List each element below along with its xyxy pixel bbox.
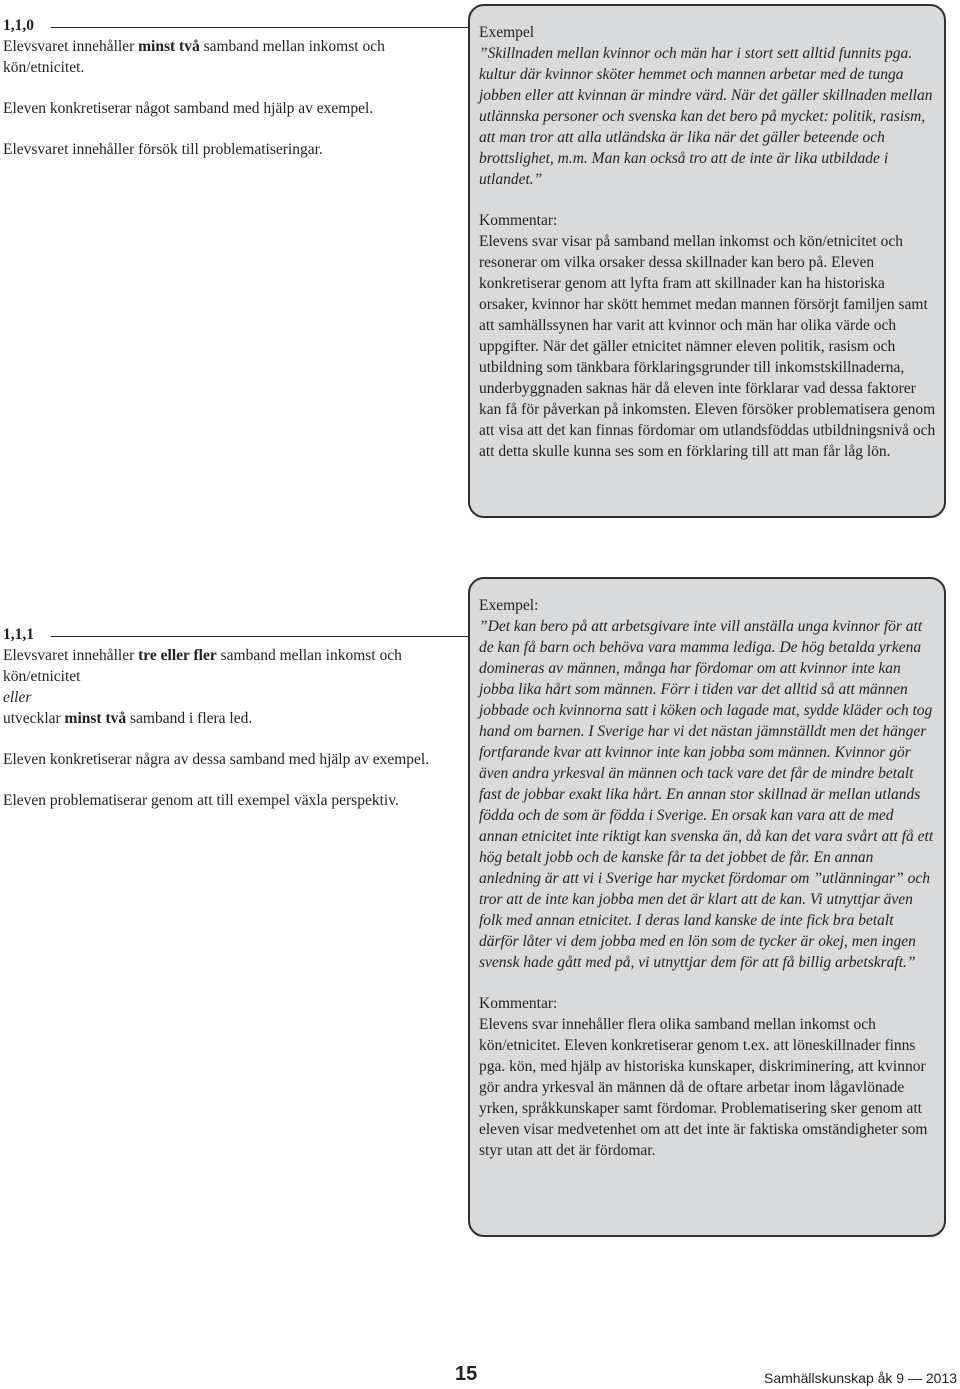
text: Elevsvaret innehåller försök till problematiseringar. (3, 141, 323, 158)
example-box-2 (468, 577, 946, 1237)
text: Elevsvaret innehåller (3, 38, 139, 55)
comment-heading: Kommentar: (479, 212, 558, 229)
criterion-2 (3, 98, 458, 119)
text: Elevsvaret innehåller (3, 647, 139, 664)
text-bold: tre eller fler (138, 647, 217, 664)
criterion-1 (3, 645, 458, 687)
comment-heading: Kommentar: (479, 995, 558, 1012)
text-bold: minst två (138, 38, 200, 55)
section1-criteria (3, 15, 458, 180)
criterion-2 (3, 708, 458, 729)
text: Eleven konkretiserar något samband med hjälp av exempel. (3, 100, 374, 117)
level-label: 1,1,1 (3, 626, 34, 643)
text-bold: minst två (64, 710, 127, 727)
text: Eleven konkretiserar några av dessa samband med hjälp av exempel. (3, 751, 430, 768)
criterion-4 (3, 790, 458, 811)
level-heading (3, 624, 458, 645)
text: samband i flera led. (126, 710, 253, 727)
example-box-1 (468, 4, 946, 518)
level-heading (3, 15, 458, 36)
criterion-1 (3, 36, 458, 78)
text: Eleven problematiserar genom att till exempel växla perspektiv. (3, 792, 399, 809)
example-heading: Exempel (479, 24, 535, 41)
text-italic: eller (3, 689, 32, 706)
text: samband mellan inkomst och kön/etnicitet (3, 647, 402, 685)
level-label: 1,1,0 (3, 17, 34, 34)
heading-rule (51, 27, 468, 28)
page-number: 15 (455, 1363, 478, 1385)
example-quote: ”Skillnaden mellan kvinnor och män har i stort sett alltid funnits pga. kultur där kvinnor sköter hemmet och mannen arbetar med de tunga jobben eller att kvinnan är mindre värd. När det gäller skillnaden mellan utlännska personer och svenska kan det bero på mycket: politik, rasism, att man tror att alla utländska är lika när det gäller beteende och brottslighet, m.m. Man kan också tro att de inte är lika utbildade i utlandet.” (479, 45, 933, 188)
example-quote: ”Det kan bero på att arbetsgivare inte vill anställa unga kvinnor för att de kan få barn och behöva vara mamma lediga. De hög betalda yrkena domineras av männen, många har fördomar om att kvinnor inte kan jobba lika hårt som männen. Förr i tiden var det alltid så att männen jobbade och kvinnorna satt i köken och lagade mat, sydde kläder och tog hand om barnen. I Sverige har vi det nästan jämnställdt men det hänger fortfarande kvar att kvinnor inte kan jobba som männen. Kvinnor gör även andra yrkesval än männen och tack vare det får de mindre betalt fast de jobbar exakt lika hårt. En annan stor skillnad är mellan utlands födda och de som är födda i Sverige. En orsak kan vara att de med annan etnicitet inte riktigt kan svenska än, då kan det vara svårt att få ett hög betalt jobb och de kanske får ta det jobbet de får. En annan anledning är att vi i Sverige har mycket fördomar om ”utlänningar” och tror att de inte kan jobba men det är klart att de kan. Vi utnyttjar även folk med annan etnicitet. I deras land kanske de inte fick bra betalt därför låter vi dem jobba med en lön som de tycker är okej, men ingen svensk hade gått med på, vi utnyttjar dem för att få billig arbetskraft.” (479, 618, 934, 971)
criterion-3 (3, 749, 458, 770)
heading-rule (51, 636, 468, 637)
footer-subject: Samhällskunskap åk 9 — 2013 (764, 1370, 957, 1386)
example-heading: Exempel: (479, 597, 539, 614)
criterion-or (3, 687, 458, 708)
comment-text: Elevens svar visar på samband mellan inkomst och kön/etnicitet och resonerar om vilka orsaker dessa skillnader kan bero på. Eleven konkretiserar genom att lyfta fram att skillnader kan ha historiska orsaker, kvinnor har skött hemmet medan mannen försörjt familjen samt att samhällssynen har varit att kvinnor och män har olika värde och uppgifter. När det gäller etnicitet nämner eleven politik, rasism och utbildning som tänkbara förklaringsgrunder till inkomstskillnaderna, underbyggnaden saknas här då eleven inte förklarar vad dessa faktorer kan få för påverkan på inkomsten. Eleven försöker problematisera genom att visa att det kan finnas fördomar om utlandsföddas utbildningsnivå och att detta skulle kunna ses som en förklaring till att man får låg lön. (479, 233, 936, 460)
section2-criteria (3, 624, 458, 831)
comment-text: Elevens svar innehåller flera olika samband mellan inkomst och kön/etnicitet. Eleven konkretiserar genom t.ex. att löneskillnader finns pga. kön, med hjälp av historiska kunskaper, diskriminering, att kvinnor gör andra yrkesval än männen då de oftare arbetar inom lågavlönade yrken, språkkunskaper samt fördomar. Problematisering sker genom att eleven visar medvetenhet om att det inte är faktiska omständigheter som styr utan att det är fördomar. (479, 1016, 928, 1159)
criterion-3 (3, 139, 458, 160)
text: samband mellan inkomst och kön/etnicitet. (3, 38, 385, 76)
text: utvecklar (3, 710, 65, 727)
